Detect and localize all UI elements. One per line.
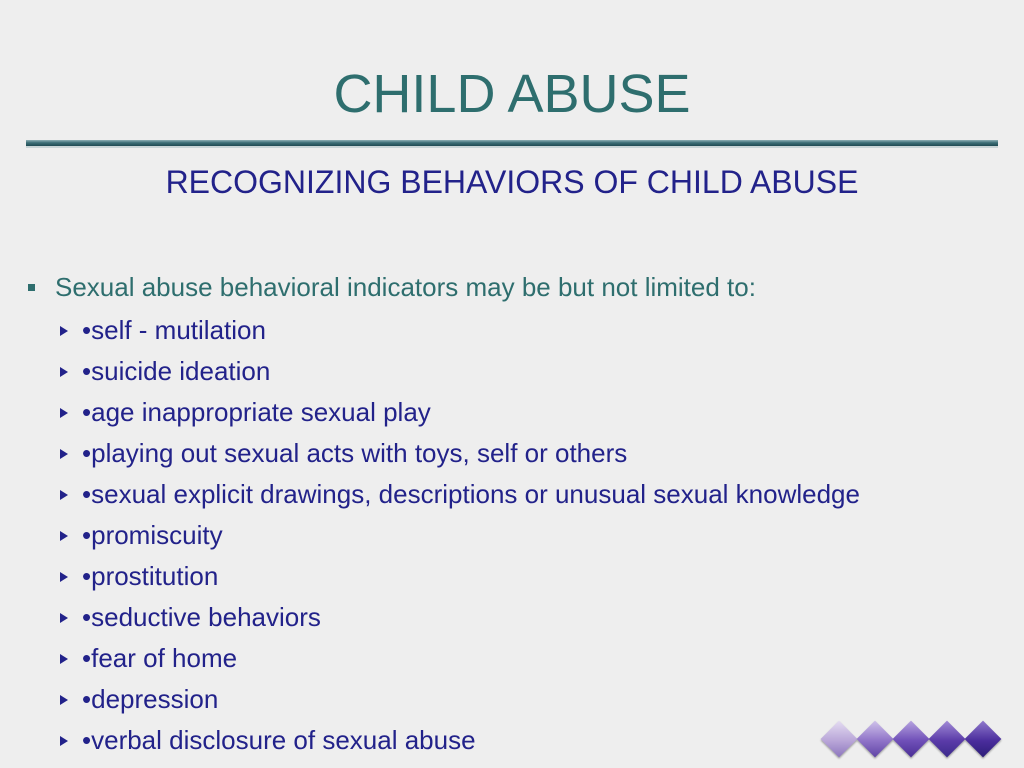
intro-text: Sexual abuse behavioral indicators may be but not limited to: xyxy=(55,271,756,302)
square-bullet-icon xyxy=(28,284,35,291)
list-item xyxy=(60,720,860,761)
list-item-text: •playing out sexual acts with toys, self or others xyxy=(82,438,628,468)
list-item-text: •fear of home xyxy=(82,643,238,673)
triangle-bullet-icon xyxy=(60,736,68,746)
triangle-bullet-icon xyxy=(60,695,68,705)
list-item-text: •self - mutilation xyxy=(82,315,266,345)
triangle-bullet-icon xyxy=(60,572,68,582)
title-divider xyxy=(26,140,998,146)
list-item xyxy=(60,474,860,515)
slide-subtitle: RECOGNIZING BEHAVIORS OF CHILD ABUSE xyxy=(165,164,859,200)
list-item-text: •seductive behaviors xyxy=(82,602,321,632)
list-item-text: •suicide ideation xyxy=(82,356,271,386)
list-item-text: •verbal disclosure of sexual abuse xyxy=(82,725,476,755)
list-item xyxy=(60,597,860,638)
diamond-icon xyxy=(821,721,858,758)
diamond-icon xyxy=(857,721,894,758)
slide-title: CHILD ABUSE xyxy=(333,64,691,124)
list-item-text: •age inappropriate sexual play xyxy=(82,397,431,427)
triangle-bullet-icon xyxy=(60,613,68,623)
triangle-bullet-icon xyxy=(60,449,68,459)
list-item xyxy=(60,351,860,392)
triangle-bullet-icon xyxy=(60,654,68,664)
list-item-text: •depression xyxy=(82,684,219,714)
list-item-text: •sexual explicit drawings, descriptions or unusual sexual knowledge xyxy=(82,479,860,509)
list-item xyxy=(60,679,860,720)
list-item xyxy=(60,310,860,351)
intro-bullet xyxy=(28,270,756,304)
diamond-icon xyxy=(893,721,930,758)
diamond-icon xyxy=(965,721,1002,758)
indicator-list xyxy=(60,310,860,761)
diamond-icon xyxy=(929,721,966,758)
list-item xyxy=(60,556,860,597)
list-item xyxy=(60,515,860,556)
list-item xyxy=(60,433,860,474)
triangle-bullet-icon xyxy=(60,531,68,541)
list-item-text: •promiscuity xyxy=(82,520,223,550)
list-item-text: •prostitution xyxy=(82,561,219,591)
triangle-bullet-icon xyxy=(60,408,68,418)
triangle-bullet-icon xyxy=(60,326,68,336)
purple-diamond-row-icon xyxy=(818,722,1008,758)
list-item xyxy=(60,638,860,679)
triangle-bullet-icon xyxy=(60,490,68,500)
list-item xyxy=(60,392,860,433)
triangle-bullet-icon xyxy=(60,367,68,377)
